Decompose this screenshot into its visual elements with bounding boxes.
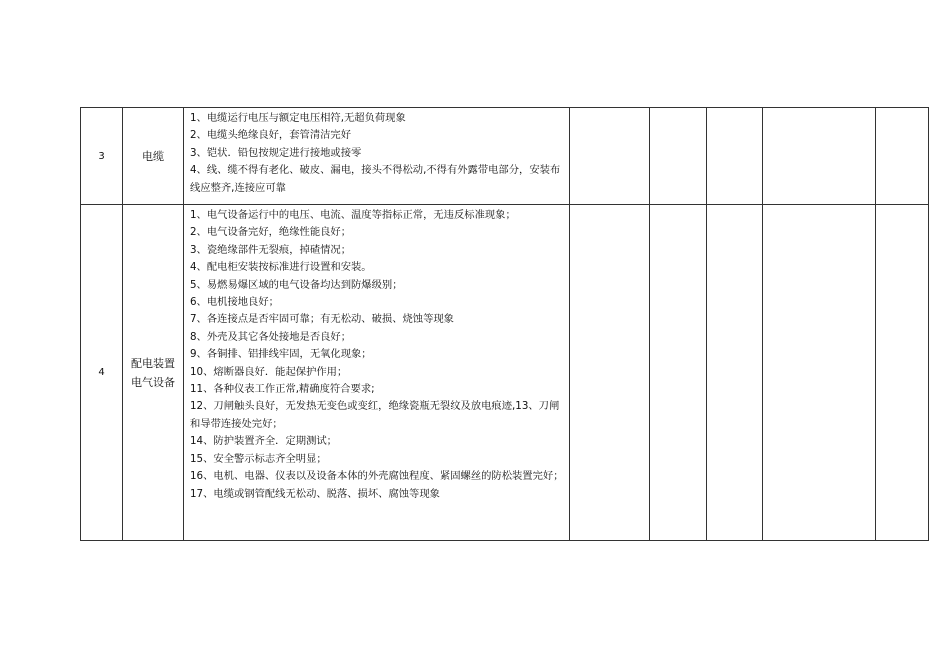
blank-cell [763, 108, 876, 205]
check-item: 1、电气设备运行中的电压、电流、温度等指标正常，无违反标准现象； [190, 209, 516, 221]
item-name [123, 205, 184, 541]
check-item: 2、电缆头绝缘良好，套管清洁完好 [190, 129, 352, 142]
blank-cell [876, 108, 929, 205]
table-row [81, 108, 929, 205]
check-item: 1、电缆运行电压与额定电压相符,无超负荷现象 [190, 112, 406, 124]
check-item: 3、铠状．铅包按规定进行接地或接零 [190, 146, 362, 159]
check-item: 8、外壳及其它各处接地是否良好； [190, 330, 352, 343]
blank-cell [570, 108, 650, 205]
check-items [184, 108, 570, 205]
check-item: 4、配电柜安装按标准进行设置和安装。 [190, 261, 372, 274]
blank-cell [763, 205, 876, 541]
check-item: 16、电机、电器、仪表以及设备本体的外壳腐蚀程度、紧固螺丝的防松装置完好； [190, 470, 564, 483]
blank-cell [707, 108, 763, 205]
check-item: 10、熔断器良好．能起保护作用； [190, 365, 348, 378]
check-item: 2、电气设备完好，绝缘性能良好； [190, 226, 352, 239]
check-item: 14、防护装置齐全．定期测试； [190, 435, 337, 448]
inspection-table [80, 107, 929, 541]
item-name-line: 电气设备 [131, 375, 175, 389]
blank-cell [650, 205, 707, 541]
blank-cell [707, 205, 763, 541]
check-item: 15、安全警示标志齐全明显； [190, 452, 327, 465]
check-item: 9、各铜排、铝排线牢固，无氧化现象； [190, 348, 372, 361]
check-item: 6、电机接地良好； [190, 296, 279, 309]
row-number: 3 [81, 108, 123, 205]
blank-cell [570, 205, 650, 541]
check-item: 3、瓷绝缘部件无裂痕，掉碴情况； [190, 243, 352, 256]
item-name-line: 配电装置 [131, 356, 175, 370]
check-item: 4、线、缆不得有老化、破皮、漏电，接头不得松动,不得有外露带电部分，安装布线应整齐,连接应可靠 [190, 164, 561, 194]
table-row [81, 205, 929, 541]
check-item: 17、电缆或钢管配线无松动、脱落、损坏、腐蚀等现象 [190, 487, 440, 500]
check-item: 11、各种仪表工作正常,精确度符合要求; [190, 383, 375, 396]
check-items [184, 205, 570, 541]
check-item: 5、易燃易爆区域的电气设备均达到防爆级别； [190, 278, 403, 291]
blank-cell [876, 205, 929, 541]
row-number: 4 [81, 205, 123, 541]
check-item: 12、刀闸触头良好，无发热无变色或变红，绝缘瓷瓶无裂纹及放电痕迹,13、刀闸和导带连接处完好； [190, 400, 560, 430]
item-name: 电缆 [123, 108, 184, 205]
blank-cell [650, 108, 707, 205]
check-item: 7、各连接点是否牢固可靠；有无松动、破损、烧蚀等现象 [190, 313, 454, 326]
